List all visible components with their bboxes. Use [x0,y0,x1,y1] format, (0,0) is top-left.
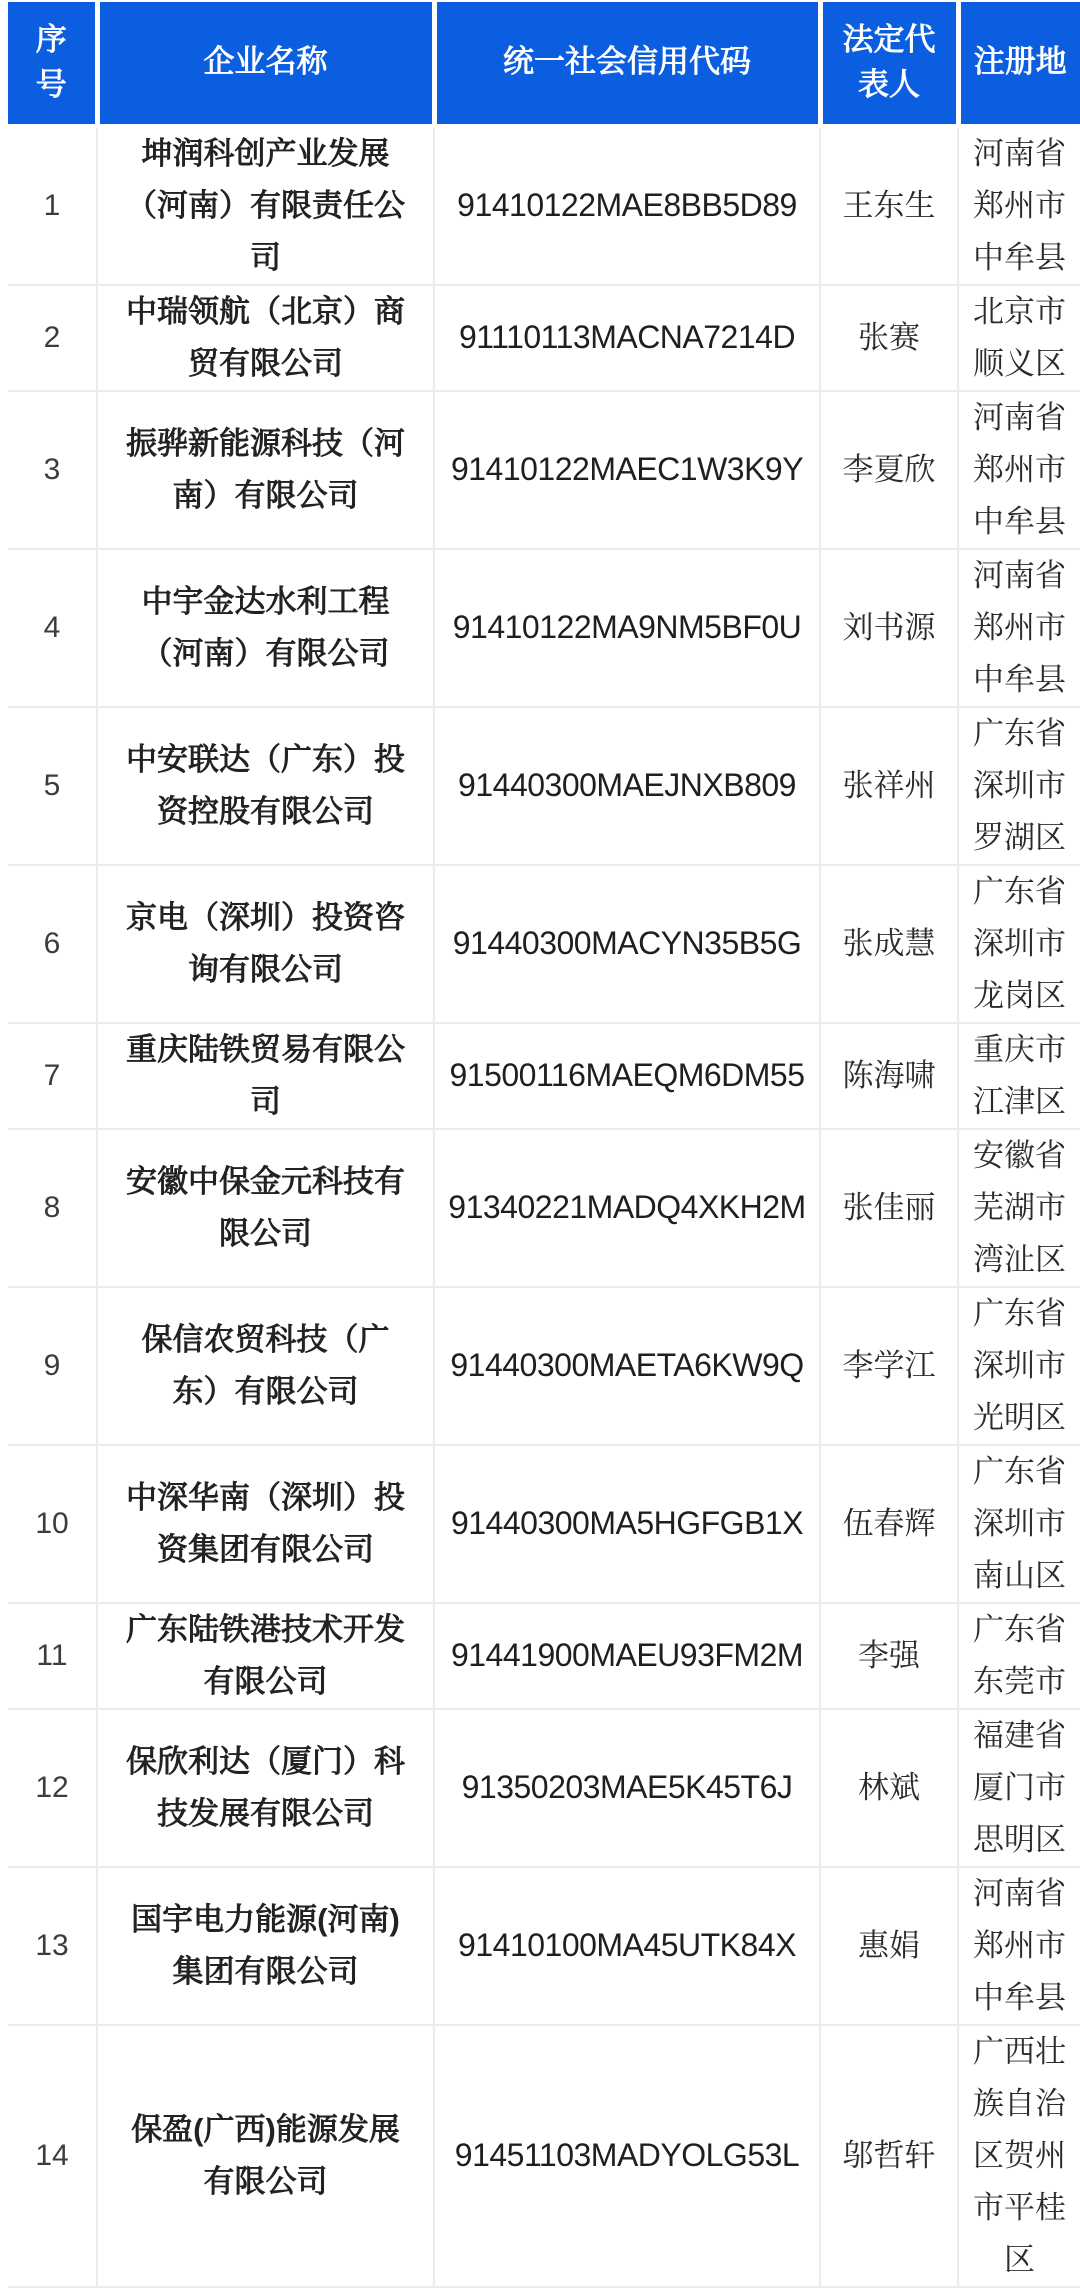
legal-rep-cell: 张佳丽 [820,1129,958,1287]
location-cell [958,1445,1080,1603]
serial-cell: 2 [8,285,97,391]
location-cell [958,391,1080,549]
legal-rep-cell: 陈海啸 [820,1023,958,1129]
legal-rep-cell: 李强 [820,1603,958,1709]
col-header-legal-rep [820,2,958,126]
legal-rep-cell: 李夏欣 [820,391,958,549]
credit-code-cell: 91350203MAE5K45T6J [434,1709,820,1867]
legal-rep-cell: 李学江 [820,1287,958,1445]
company-name-cell [97,707,434,865]
serial-cell: 4 [8,549,97,707]
credit-code-cell: 91440300MAETA6KW9Q [434,1287,820,1445]
company-name-cell-text: 保欣利达（厦门）科技发展有限公司 [126,1743,405,1831]
location-cell-text: 河南省郑州市中牟县 [972,399,1066,539]
legal-rep-cell: 邬哲轩 [820,2025,958,2287]
col-header-company-name [97,2,434,126]
table-row [8,1867,1080,2025]
company-table [8,2,1080,2288]
location-cell-text: 河南省郑州市中牟县 [972,135,1066,275]
table-row [8,865,1080,1023]
location-cell [958,1603,1080,1709]
credit-code-cell: 91451103MADYOLG53L [434,2025,820,2287]
location-cell-text: 福建省厦门市思明区 [972,1717,1066,1857]
serial-cell: 6 [8,865,97,1023]
legal-rep-cell: 林斌 [820,1709,958,1867]
company-name-cell-text: 中深华南（深圳）投资集团有限公司 [126,1479,405,1567]
location-cell-text: 河南省郑州市中牟县 [972,557,1066,697]
credit-code-cell: 91441900MAEU93FM2M [434,1603,820,1709]
company-name-cell-text: 保盈(广西)能源发展有限公司 [131,2111,400,2199]
col-header-credit-code-label: 统一社会信用代码 [503,44,751,80]
credit-code-cell: 91110113MACNA7214D [434,285,820,391]
legal-rep-cell: 惠娟 [820,1867,958,2025]
company-name-cell-text: 京电（深圳）投资咨询有限公司 [126,899,405,987]
serial-cell: 9 [8,1287,97,1445]
company-name-cell [97,1709,434,1867]
legal-rep-cell: 张成慧 [820,865,958,1023]
credit-code-cell: 91340221MADQ4XKH2M [434,1129,820,1287]
location-cell-text: 广东省深圳市光明区 [972,1295,1066,1435]
legal-rep-cell: 张赛 [820,285,958,391]
serial-cell: 11 [8,1603,97,1709]
company-name-cell [97,1023,434,1129]
table-row [8,707,1080,865]
location-cell [958,1867,1080,2025]
company-name-cell [97,1867,434,2025]
credit-code-cell: 91500116MAEQM6DM55 [434,1023,820,1129]
company-name-cell [97,1287,434,1445]
company-name-cell-text: 中瑞领航（北京）商贸有限公司 [126,293,405,381]
serial-cell: 7 [8,1023,97,1129]
credit-code-cell: 91410122MA9NM5BF0U [434,549,820,707]
header-row [8,2,1080,126]
table-row [8,391,1080,549]
credit-code-cell: 91440300MA5HGFGB1X [434,1445,820,1603]
company-name-cell [97,1445,434,1603]
table-row [8,2025,1080,2287]
serial-cell: 10 [8,1445,97,1603]
serial-cell: 3 [8,391,97,549]
company-name-cell-text: 中安联达（广东）投资控股有限公司 [126,741,405,829]
location-cell-text: 广西壮族自治区贺州市平桂区 [972,2033,1066,2277]
company-name-cell-text: 中宇金达水利工程（河南）有限公司 [141,583,390,671]
location-cell-text: 安徽省芜湖市湾沚区 [972,1137,1066,1277]
table-row [8,1129,1080,1287]
company-name-cell [97,126,434,285]
location-cell [958,1129,1080,1287]
company-name-cell [97,549,434,707]
table-row [8,285,1080,391]
location-cell-text: 广东省深圳市罗湖区 [972,715,1066,855]
location-cell [958,1023,1080,1129]
serial-cell: 8 [8,1129,97,1287]
serial-cell: 14 [8,2025,97,2287]
table-row [8,549,1080,707]
col-header-credit-code [434,2,820,126]
location-cell [958,549,1080,707]
credit-code-cell: 91410100MA45UTK84X [434,1867,820,2025]
company-name-cell [97,2025,434,2287]
company-name-cell [97,1129,434,1287]
credit-code-cell: 91410122MAE8BB5D89 [434,126,820,285]
location-cell [958,2025,1080,2287]
location-cell-text: 广东省深圳市龙岗区 [972,873,1066,1013]
credit-code-cell: 91440300MACYN35B5G [434,865,820,1023]
location-cell-text: 重庆市江津区 [972,1031,1066,1119]
company-name-cell-text: 坤润科创产业发展（河南）有限责任公司 [126,135,405,275]
location-cell [958,285,1080,391]
serial-cell: 1 [8,126,97,285]
location-cell-text: 广东省深圳市南山区 [972,1453,1066,1593]
table-row [8,1709,1080,1867]
company-name-cell-text: 安徽中保金元科技有限公司 [126,1163,405,1251]
company-name-cell-text: 重庆陆铁贸易有限公司 [126,1031,405,1119]
serial-cell: 5 [8,707,97,865]
location-cell [958,707,1080,865]
col-header-serial [8,2,97,126]
company-name-cell [97,391,434,549]
legal-rep-cell: 伍春辉 [820,1445,958,1603]
location-cell [958,1287,1080,1445]
credit-code-cell: 91410122MAEC1W3K9Y [434,391,820,549]
legal-rep-cell: 刘书源 [820,549,958,707]
table-row [8,1445,1080,1603]
col-header-serial-label: 序号 [35,22,67,102]
company-name-cell [97,285,434,391]
col-header-location [958,2,1080,126]
table-row [8,126,1080,285]
company-name-cell-text: 广东陆铁港技术开发有限公司 [126,1611,405,1699]
legal-rep-cell: 张祥州 [820,707,958,865]
col-header-company-name-label: 企业名称 [203,44,328,80]
table-row [8,1023,1080,1129]
serial-cell: 13 [8,1867,97,2025]
location-cell-text: 北京市顺义区 [972,293,1066,381]
location-cell [958,126,1080,285]
location-cell-text: 广东省东莞市 [972,1611,1066,1699]
col-header-legal-rep-label: 法定代表人 [842,22,936,102]
company-name-cell-text: 保信农贸科技（广东）有限公司 [141,1321,390,1409]
company-name-cell [97,1603,434,1709]
table-body [8,126,1080,2287]
location-cell-text: 河南省郑州市中牟县 [972,1875,1066,2015]
company-name-cell-text: 国宇电力能源(河南)集团有限公司 [131,1901,400,1989]
table-row [8,1287,1080,1445]
company-name-cell-text: 振骅新能源科技（河南）有限公司 [126,425,405,513]
legal-rep-cell: 王东生 [820,126,958,285]
serial-cell: 12 [8,1709,97,1867]
company-name-cell [97,865,434,1023]
credit-code-cell: 91440300MAEJNXB809 [434,707,820,865]
location-cell [958,1709,1080,1867]
col-header-location-label: 注册地 [973,44,1067,80]
table-row [8,1603,1080,1709]
location-cell [958,865,1080,1023]
